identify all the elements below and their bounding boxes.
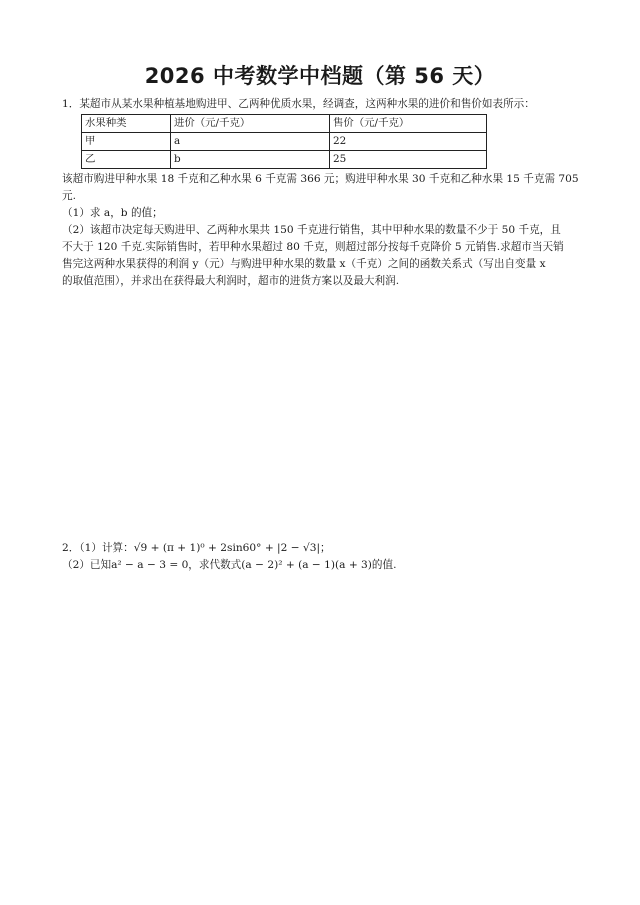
page-title: 2026 中考数学中档题（第 56 天）	[144, 64, 496, 88]
question-1-intro: 1．某超市从某水果种植基地购进甲、乙两种优质水果，经调查，这两种水果的进价和售价如表所示：	[62, 98, 535, 110]
question-1-part-1: （1）求 a，b 的值；	[62, 207, 163, 219]
question-2-part-1: 2．（1）计算：√9 + (π + 1)⁰ + 2sin60° + |2 − √3|；	[62, 542, 331, 554]
question-2-part-2: （2）已知a² − a − 3 = 0，求代数式(a − 2)² + (a − 1)(a + 3)的值.	[62, 559, 397, 571]
question-1-part-2-line: （2）该超市决定每天购进甲、乙两种水果共 150 千克进行销售，其中甲种水果的数量不少于 50 千克，且	[62, 224, 561, 236]
table-cell: b	[171, 151, 330, 169]
table-cell: 甲	[82, 133, 171, 151]
table-header-cell: 售价（元/千克）	[330, 115, 487, 133]
table-row	[82, 133, 487, 151]
table-cell: 22	[330, 133, 487, 151]
table-row	[82, 151, 487, 169]
question-1-condition: 该超市购进甲种水果 18 千克和乙种水果 6 千克需 366 元；购进甲种水果 30 千克和乙种水果 15 千克需 705	[62, 173, 579, 185]
question-1-condition-end: 元.	[62, 190, 76, 202]
question-1-part-2-line: 售完这两种水果获得的利润 y（元）与购进甲种水果的数量 x（千克）之间的函数关系式（写出自变量 x	[62, 258, 546, 270]
question-2	[62, 540, 582, 574]
question-1-part-2-line: 不大于 120 千克.实际销售时，若甲种水果超过 80 千克，则超过部分按每千克降价 5 元销售.求超市当天销	[62, 241, 564, 253]
table-header-cell: 水果种类	[82, 115, 171, 133]
question-1-part-2-line: 的取值范围），并求出在获得最大利润时，超市的进货方案以及最大利润.	[62, 275, 400, 287]
table-cell: 25	[330, 151, 487, 169]
table-header-row	[82, 115, 487, 133]
price-table	[81, 114, 487, 169]
table-cell: 乙	[82, 151, 171, 169]
table-header-cell: 进价（元/千克）	[171, 115, 330, 133]
table-cell: a	[171, 133, 330, 151]
question-1	[62, 96, 582, 290]
